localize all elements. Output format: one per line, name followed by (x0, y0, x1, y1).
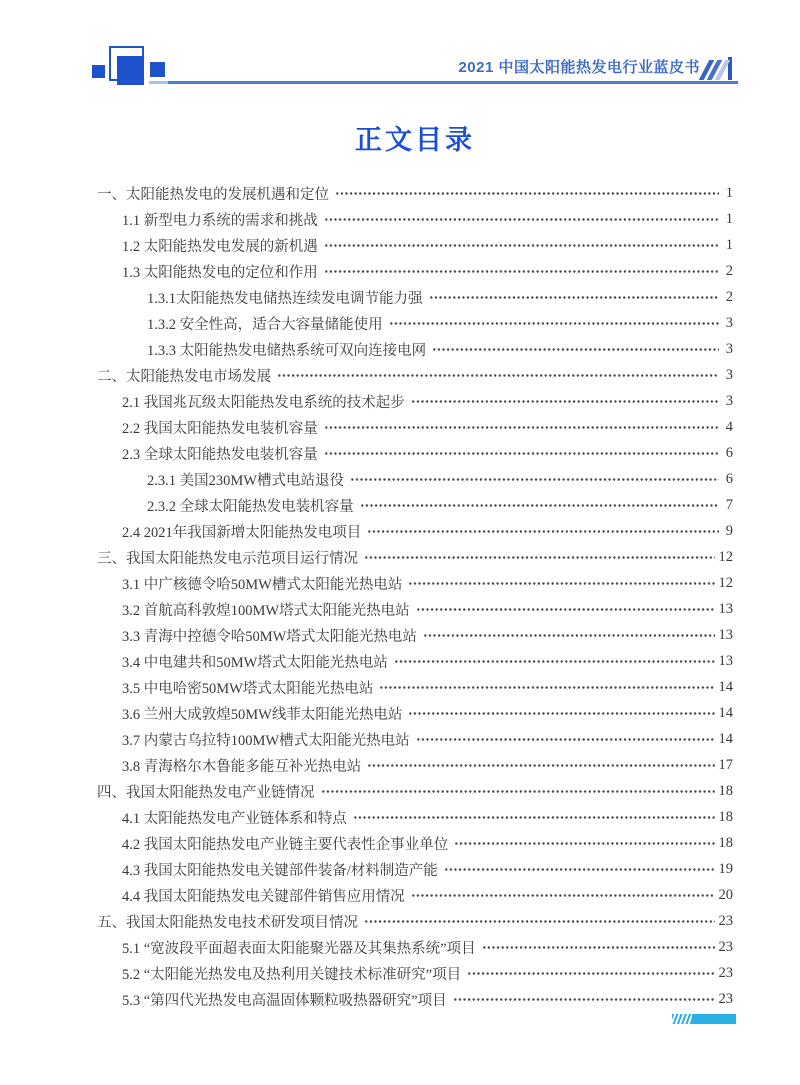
toc-page-number: 14 (718, 730, 733, 747)
toc-leader-dots (350, 466, 719, 492)
toc-page-number: 13 (718, 652, 733, 669)
toc-leader-dots (360, 492, 719, 518)
toc-page-number: 14 (718, 678, 733, 695)
toc-page-number: 13 (718, 626, 733, 643)
header-rule-light (149, 81, 168, 84)
toc-entry-label: 2.3.1 美国230MW槽式电站退役 (147, 472, 344, 489)
toc-entry[interactable] (97, 284, 733, 310)
toc-page-number: 1 (725, 184, 733, 201)
toc-entry[interactable] (97, 726, 733, 752)
toc-leader-dots (324, 414, 719, 440)
toc-entry[interactable] (97, 492, 733, 518)
toc-page-number: 13 (718, 600, 733, 617)
logo-square-small-left-icon (92, 65, 105, 78)
toc-entry-label: 5.3 “第四代光热发电高温固体颗粒吸热器研究”项目 (122, 992, 447, 1009)
toc-page-number: 7 (725, 496, 733, 513)
toc-entry-label: 4.2 我国太阳能热发电产业链主要代表性企事业单位 (122, 836, 449, 853)
toc-entry[interactable] (97, 700, 733, 726)
toc-page-number: 12 (718, 574, 733, 591)
header-slashes-icon (704, 57, 732, 80)
toc-leader-dots (453, 986, 715, 1012)
toc-entry[interactable] (97, 804, 733, 830)
toc-entry-label: 3.3 青海中控德令哈50MW塔式太阳能光热电站 (122, 628, 417, 645)
toc-page-number: 9 (725, 522, 733, 539)
toc-leader-dots (408, 570, 714, 596)
toc-leader-dots (321, 778, 715, 804)
toc-page-number: 12 (718, 548, 733, 565)
toc-page-number: 3 (725, 366, 733, 383)
toc-page-number: 6 (725, 470, 733, 487)
toc-page-number: 23 (718, 990, 733, 1007)
toc-entry-label: 1.3.1太阳能热发电储热连续发电调节能力强 (147, 290, 423, 307)
toc-entry-label: 3.5 中电哈密50MW塔式太阳能光热电站 (122, 680, 374, 697)
toc-leader-dots (416, 726, 715, 752)
toc-entry-label: 五、我国太阳能热发电技术研发项目情况 (97, 914, 358, 931)
logo-square-filled-icon (117, 56, 144, 85)
toc-leader-dots (379, 674, 714, 700)
toc-entry-label: 2.3 全球太阳能热发电装机容量 (122, 446, 318, 463)
toc-leader-dots (454, 830, 714, 856)
toc-entry-label: 2.2 我国太阳能热发电装机容量 (122, 420, 318, 437)
toc-list (97, 180, 733, 1012)
toc-leader-dots (429, 284, 720, 310)
toc-entry-label: 4.4 我国太阳能热发电关键部件销售应用情况 (122, 888, 405, 905)
header-booklet-title: 2021 中国太阳能热发电行业蓝皮书 (458, 59, 700, 76)
toc-page-number: 14 (718, 704, 733, 721)
toc-leader-dots (411, 388, 719, 414)
toc-entry-label: 5.2 “太阳能光热发电及热利用关键技术标准研究”项目 (122, 966, 462, 983)
toc-entry[interactable] (97, 960, 733, 986)
toc-leader-dots (324, 258, 719, 284)
toc-page-number: 23 (718, 964, 733, 981)
toc-entry-label: 2.1 我国兆瓦级太阳能热发电系统的技术起步 (122, 394, 405, 411)
toc-leader-dots (277, 362, 719, 388)
toc-leader-dots (324, 440, 719, 466)
toc-entry-label: 三、我国太阳能热发电示范项目运行情况 (97, 550, 358, 567)
toc-entry-label: 2.4 2021年我国新增太阳能热发电项目 (122, 524, 362, 541)
toc-entry[interactable] (97, 856, 733, 882)
toc-entry-label: 1.3.3 太阳能热发电储热系统可双向连接电网 (147, 342, 427, 359)
toc-leader-dots (416, 596, 715, 622)
toc-leader-dots (335, 180, 719, 206)
toc-entry[interactable] (97, 544, 733, 570)
toc-entry-label: 1.1 新型电力系统的需求和挑战 (122, 212, 318, 229)
toc-entry-label: 3.1 中广核德令哈50MW槽式太阳能光热电站 (122, 576, 403, 593)
toc-leader-dots (408, 700, 714, 726)
toc-entry[interactable] (97, 388, 733, 414)
toc-entry[interactable] (97, 336, 733, 362)
toc-entry[interactable] (97, 648, 733, 674)
toc-entry-label: 1.2 太阳能热发电发展的新机遇 (122, 238, 318, 255)
toc-page-number: 3 (725, 392, 733, 409)
toc-page-number: 18 (718, 834, 733, 851)
toc-entry[interactable] (97, 596, 733, 622)
toc-page-number: 3 (725, 340, 733, 357)
toc-leader-dots (324, 232, 719, 258)
toc-leader-dots (367, 518, 719, 544)
footer-accent-bar (672, 1014, 736, 1024)
toc-leader-dots (364, 908, 715, 934)
toc-page-number: 17 (718, 756, 733, 773)
toc-entry[interactable] (97, 830, 733, 856)
toc-entry-label: 3.8 青海格尔木鲁能多能互补光热电站 (122, 758, 362, 775)
toc-leader-dots (432, 336, 719, 362)
toc-page-number: 1 (725, 210, 733, 227)
toc-leader-dots (423, 622, 715, 648)
toc-page-number: 19 (718, 860, 733, 877)
toc-entry[interactable] (97, 206, 733, 232)
toc-entry-label: 四、我国太阳能热发电产业链情况 (97, 784, 315, 801)
toc-entry-label: 2.3.2 全球太阳能热发电装机容量 (147, 498, 354, 515)
toc-entry-label: 5.1 “宽波段平面超表面太阳能聚光器及其集热系统”项目 (122, 940, 476, 957)
toc-entry-label: 4.3 我国太阳能热发电关键部件装备/材料制造产能 (122, 862, 438, 879)
toc-entry-label: 3.4 中电建共和50MW塔式太阳能光热电站 (122, 654, 388, 671)
toc-page-number: 6 (725, 444, 733, 461)
logo-square-small-right-icon (150, 62, 165, 77)
toc-entry-label: 3.6 兰州大成敦煌50MW线菲太阳能光热电站 (122, 706, 403, 723)
toc-entry-label: 4.1 太阳能热发电产业链体系和特点 (122, 810, 347, 827)
toc-leader-dots (482, 934, 715, 960)
toc-page-number: 2 (725, 262, 733, 279)
toc-entry[interactable] (97, 882, 733, 908)
toc-entry-label: 3.2 首航高科敦煌100MW塔式太阳能光热电站 (122, 602, 410, 619)
page-title: 正文目录 (355, 125, 475, 155)
toc-page-number: 23 (718, 912, 733, 929)
toc-leader-dots (394, 648, 715, 674)
toc-leader-dots (444, 856, 715, 882)
toc-leader-dots (367, 752, 714, 778)
toc-entry[interactable] (97, 570, 733, 596)
toc-page-number: 18 (718, 808, 733, 825)
toc-leader-dots (353, 804, 715, 830)
header-rule (168, 81, 738, 84)
toc-page-number: 18 (718, 782, 733, 799)
toc-page-number: 23 (718, 938, 733, 955)
toc-entry-label: 1.3 太阳能热发电的定位和作用 (122, 264, 318, 281)
toc-leader-dots (389, 310, 719, 336)
toc-entry[interactable] (97, 778, 733, 804)
toc-page-number: 4 (725, 418, 733, 435)
toc-entry[interactable] (97, 622, 733, 648)
toc-entry[interactable] (97, 934, 733, 960)
toc-page-number: 20 (718, 886, 733, 903)
toc-entry[interactable] (97, 466, 733, 492)
toc-entry[interactable] (97, 362, 733, 388)
toc-leader-dots (364, 544, 715, 570)
toc-page-number: 2 (725, 288, 733, 305)
toc-entry[interactable] (97, 180, 733, 206)
toc-entry[interactable] (97, 674, 733, 700)
toc-entry[interactable] (97, 518, 733, 544)
toc-page-number: 3 (725, 314, 733, 331)
toc-entry-label: 一、太阳能热发电的发展机遇和定位 (97, 186, 329, 203)
toc-entry[interactable] (97, 440, 733, 466)
toc-leader-dots (411, 882, 715, 908)
toc-entry[interactable] (97, 752, 733, 778)
toc-page-number: 1 (725, 236, 733, 253)
toc-entry-label: 1.3.2 安全性高，适合大容量储能使用 (147, 316, 383, 333)
toc-entry-label: 3.7 内蒙古乌拉特100MW槽式太阳能光热电站 (122, 732, 410, 749)
toc-leader-dots (324, 206, 719, 232)
toc-entry[interactable] (97, 414, 733, 440)
toc-entry[interactable] (97, 908, 733, 934)
toc-entry-label: 二、太阳能热发电市场发展 (97, 368, 271, 385)
toc-entry[interactable] (97, 232, 733, 258)
toc-leader-dots (467, 960, 714, 986)
toc-entry[interactable] (97, 310, 733, 336)
toc-entry[interactable] (97, 258, 733, 284)
toc-entry[interactable] (97, 986, 733, 1012)
